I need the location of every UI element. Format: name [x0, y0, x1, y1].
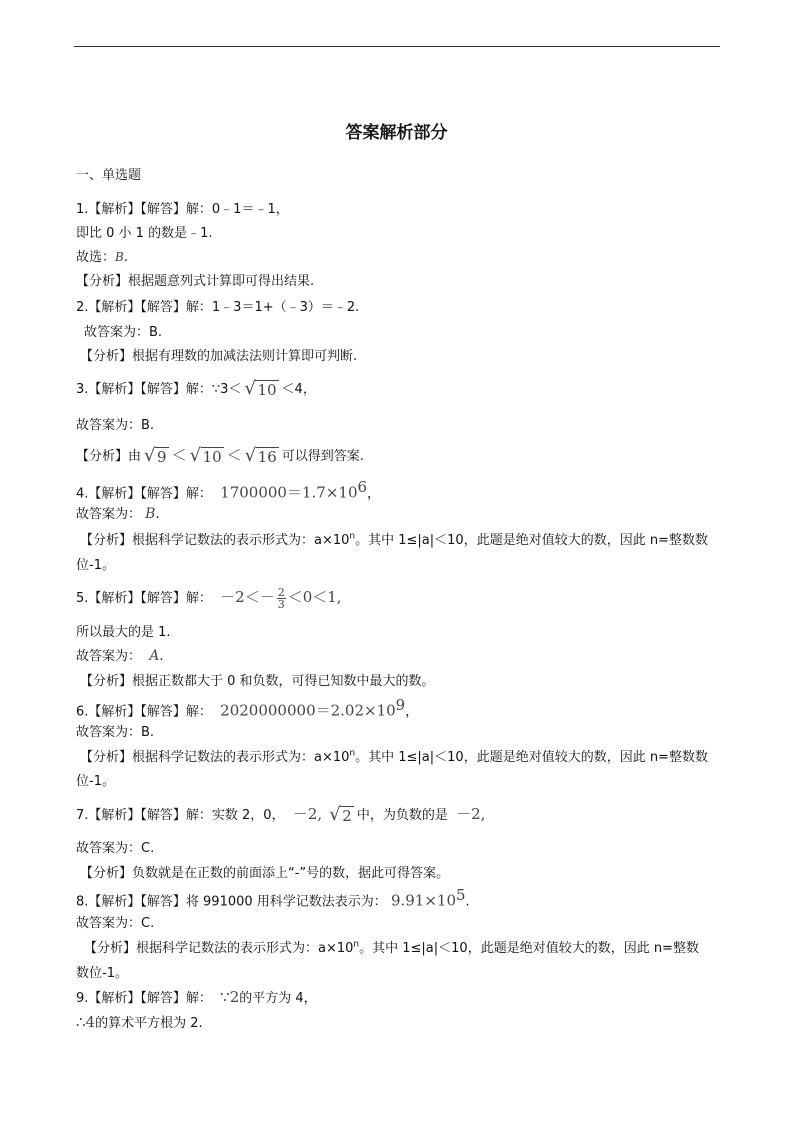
q5-line3: 故答案为： A. — [76, 648, 164, 664]
q5-line1: 5.【解析】【解答】解： －2＜－ $\frac{2}{3}$ ＜0＜1, — [76, 586, 342, 611]
q9-line1: 9.【解析】【解答】解： ∵2的平方为 4， — [76, 988, 317, 1006]
q5-analysis: 【分析】根据正数都大于 0 和负数，可得已知数中最大的数。 — [80, 674, 435, 689]
q6-line2: 故答案为：B. — [76, 725, 155, 740]
q7-line2: 故答案为：C. — [76, 841, 155, 856]
section-heading: 一、单选题 — [76, 168, 142, 183]
q4-line2: 故答案为： B. — [76, 506, 160, 522]
q3-line1: 3.【解析】【解答】解：∵3＜ √ 10 ＜4， — [76, 377, 316, 399]
q2-line1: 2.【解析】【解答】解：1﹣3＝1+（﹣3）＝﹣2. — [76, 300, 360, 315]
q6-analysis: 【分析】根据科学记数法的表示形式为：$a\times 10^n$。其中 1≤|a|＜10，此题是绝对值较大的数，因此 n=整数数 — [80, 748, 708, 765]
q6-analysis-cont: 位-1。 — [76, 774, 115, 789]
q2-analysis: 【分析】根据有理数的加减法法则计算即可判断. — [80, 349, 358, 364]
q4-analysis: 【分析】根据科学记数法的表示形式为：$a\times 10^n$。其中 1≤|a|＜10，此题是绝对值较大的数，因此 n=整数数 — [80, 531, 708, 548]
q1-line1: 1.【解析】【解答】解：0﹣1＝﹣1， — [76, 202, 289, 217]
q1-line2: 即比 0 小 1 的数是﹣1. — [76, 226, 213, 241]
q8-line2: 故答案为：C. — [76, 916, 155, 931]
page-title: 答案解析部分 — [345, 123, 448, 143]
q6-line1: 6.【解析】【解答】解： $2020000000=2.02\times 10^9$， — [76, 696, 419, 720]
q7-analysis: 【分析】负数就是在正数的前面添上“-”号的数，据此可得答案。 — [80, 866, 450, 881]
q4-line1: 4.【解析】【解答】解： $1700000=1.7\times 10^6$， — [76, 478, 381, 502]
q3-analysis: 【分析】由 √ 9 ＜ √ 10 ＜ √ 16 可以得到答案. — [76, 444, 364, 466]
q1-analysis: 【分析】根据题意列式计算即可得出结果. — [76, 274, 315, 289]
header-rule — [74, 46, 720, 47]
sqrt-10: √ 10 — [244, 377, 277, 399]
q3-line2: 故答案为：B. — [76, 418, 155, 433]
q8-analysis: 【分析】根据科学记数法的表示形式为：$a\times 10^n$。其中 1≤|a|＜10，此题是绝对值较大的数，因此 n=整数 — [84, 939, 699, 956]
q1-line3: 故选：B. — [76, 250, 128, 265]
q9-line2: ∴4的算术平方根为 2. — [76, 1013, 203, 1031]
q4-analysis-cont: 位-1。 — [76, 558, 115, 573]
q5-line2: 所以最大的是 1. — [76, 625, 171, 640]
q7-line1: 7.【解析】【解答】解：实数 2，0， －2, √ 2 中，为负数的是 －2, — [76, 803, 486, 825]
q2-line2: 故答案为：B. — [84, 325, 163, 340]
q8-line1: 8.【解析】【解答】将 991000 用科学记数法表示为： $9.91\times 10^5$. — [76, 886, 470, 910]
q8-analysis-cont: 数位-1。 — [76, 966, 128, 981]
